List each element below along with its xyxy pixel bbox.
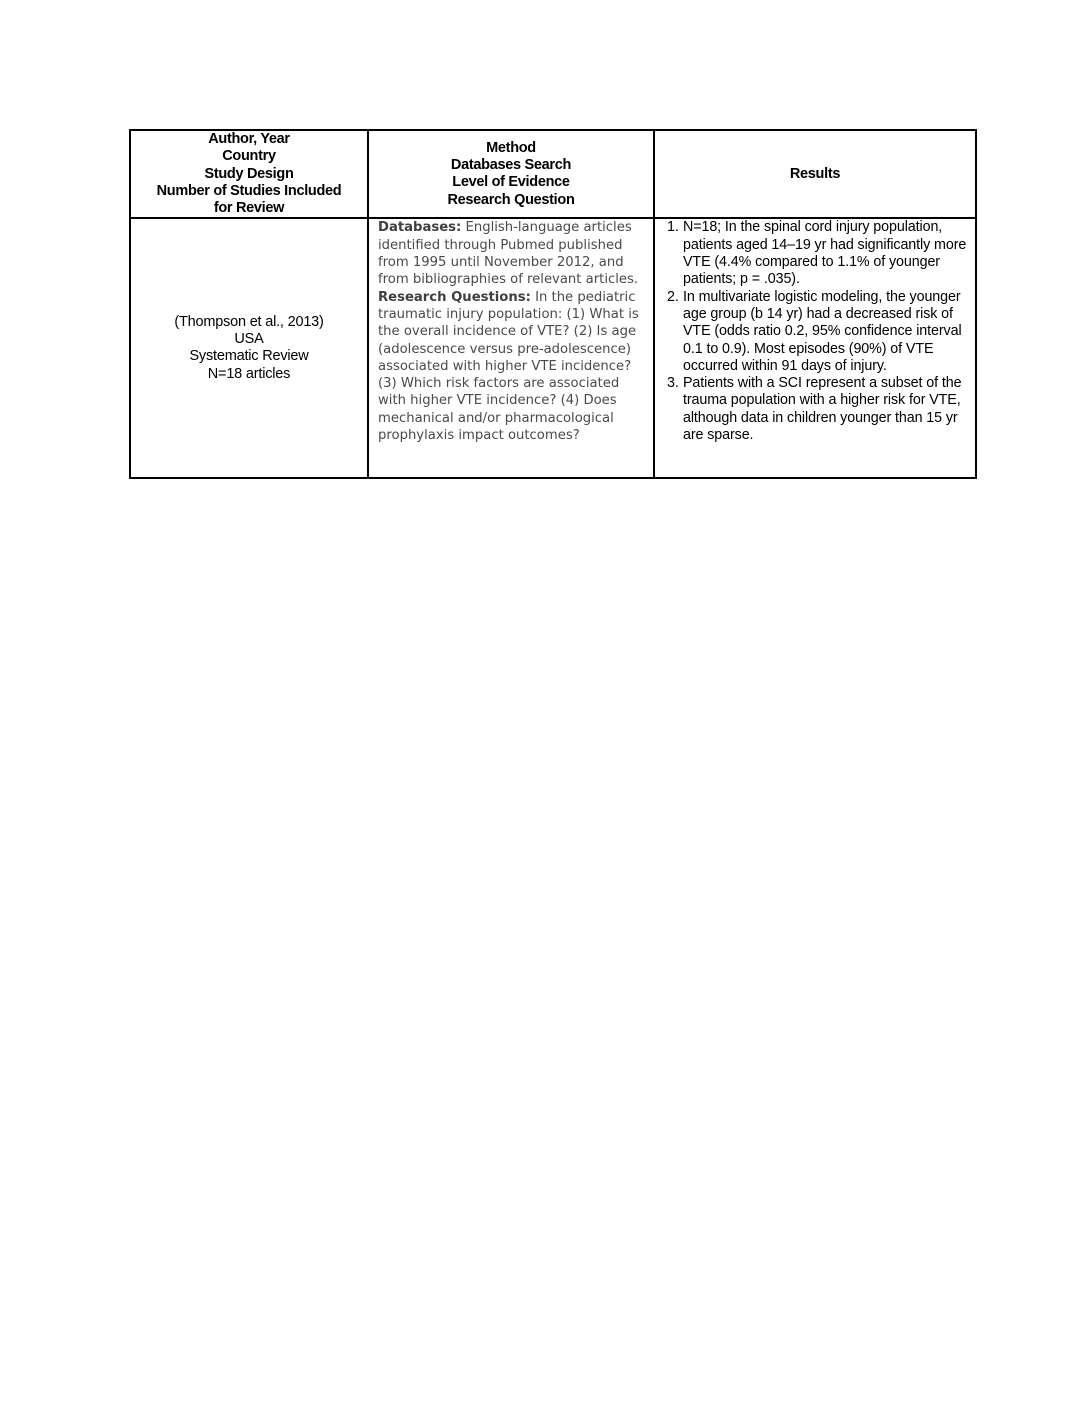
header-text: Level of Evidence: [452, 174, 570, 191]
author-study-design: Systematic Review: [189, 348, 309, 365]
header-author-year: [130, 130, 368, 218]
header-text: Method: [486, 139, 536, 156]
author-study-count: N=18 articles: [207, 365, 291, 382]
header-text: Results: [789, 165, 841, 182]
result-text: N=18; In the spinal cord injury population, patients aged 14–19 yr had significantly more VTE (4.4% compared to 1.1% of younger patients; p = .035).: [683, 219, 967, 288]
results-list: [667, 219, 967, 444]
header-text: Number of Studies Included: [156, 182, 342, 199]
list-item: [667, 219, 967, 288]
method-cell: [368, 218, 654, 478]
result-text: In multivariate logistic modeling, the younger age group (b 14 yr) had a decreased risk of VTE (odds ratio 0.2, 95% confidence interval 0.1 to 0.9). Most episodes (90%) of VTE occurred within 91 days of injury.: [683, 288, 962, 374]
header-text: Research Question: [447, 191, 575, 208]
header-text: Study Design: [204, 165, 294, 182]
evidence-table: [129, 129, 977, 479]
header-results: [654, 130, 976, 218]
databases-paragraph: [378, 219, 647, 288]
header-text: Databases Search: [450, 156, 572, 173]
header-row: [130, 130, 976, 218]
research-questions-paragraph: [378, 289, 647, 445]
databases-text: English-language articles identified through Pubmed published from 1995 until November 2012, and from bibliographies of relevant articles.: [378, 220, 639, 288]
databases-label: Databases:: [378, 220, 462, 236]
list-number: 3.: [667, 375, 679, 392]
author-cell: [130, 218, 368, 478]
header-text: Country: [222, 148, 276, 165]
header-method: [368, 130, 654, 218]
result-text: Patients with a SCI represent a subset of the trauma population with a higher risk for VTE, although data in children younger than 15 yr are sparse.: [683, 375, 962, 444]
list-number: 2.: [667, 288, 679, 305]
header-text: Author, Year: [208, 131, 290, 147]
author-country: USA: [234, 331, 264, 348]
list-item: [667, 375, 967, 444]
research-questions-text: In the pediatric traumatic injury population: (1) What is the overall incidence of VTE? (2) Is age (adolescence versus pre-adolescence) associated with higher VTE incidence? (3) Which risk factors are associated with higher VTE incidence? (4) Does mechanical and/or pharmacological prophylaxis impact outcomes?: [378, 289, 639, 444]
header-text: for Review: [213, 200, 285, 217]
results-cell: [654, 218, 976, 478]
table-row: [130, 218, 976, 478]
author-citation: (Thompson et al., 2013): [174, 313, 324, 330]
list-number: 1.: [667, 219, 679, 236]
list-item: [667, 289, 967, 375]
research-questions-label: Research Questions:: [378, 289, 531, 305]
